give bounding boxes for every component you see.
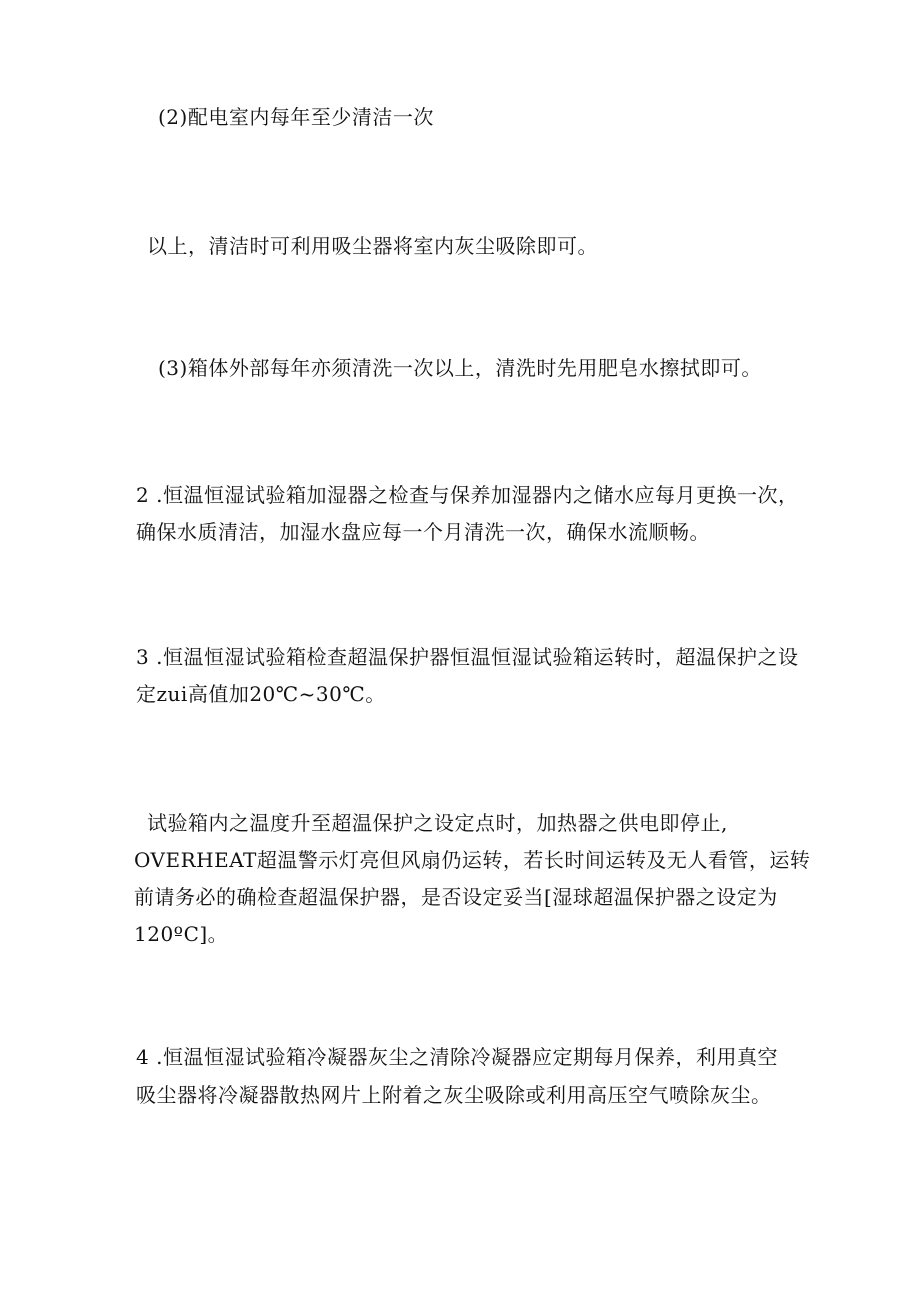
text-line: 以上，清洁时可利用吸尘器将室内灰尘吸除即可。 <box>147 234 598 258</box>
text-line: 3 .恒温恒湿试验箱检查超温保护器恒温恒湿试验箱运转时，超温保护之设 <box>136 645 799 669</box>
text-line: 定zui高值加20℃~30℃。 <box>136 682 386 706</box>
text-line: 试验箱内之温度升至超温保护之设定点时，加热器之供电即停止, <box>147 811 728 835</box>
text-line: 120ºC]。 <box>134 922 229 946</box>
text-line: 吸尘器将冷凝器散热网片上附着之灰尘吸除或利用高压空气喷除灰尘。 <box>136 1083 772 1107</box>
text-line: 确保水质清洁，加湿水盘应每一个月清洗一次，确保水流顺畅。 <box>136 520 710 544</box>
text-line: (2)配电室内每年至少清洁一次 <box>158 105 434 129</box>
text-line: 2 .恒温恒湿试验箱加湿器之检查与保养加湿器内之储水应每月更换一次， <box>136 483 799 507</box>
text-line: 前请务必的确检查超温保护器，是否设定妥当[湿球超温保护器之设定为 <box>134 885 778 909</box>
text-line: 4 .恒温恒湿试验箱冷凝器灰尘之清除冷凝器应定期每月保养，利用真空 <box>136 1045 778 1069</box>
text-line: OVERHEAT超温警示灯亮但风扇仍运转，若长时间运转及无人看管，运转 <box>134 848 811 872</box>
text-line: (3)箱体外部每年亦须清洗一次以上，清洗时先用肥皂水擦拭即可。 <box>158 356 762 380</box>
